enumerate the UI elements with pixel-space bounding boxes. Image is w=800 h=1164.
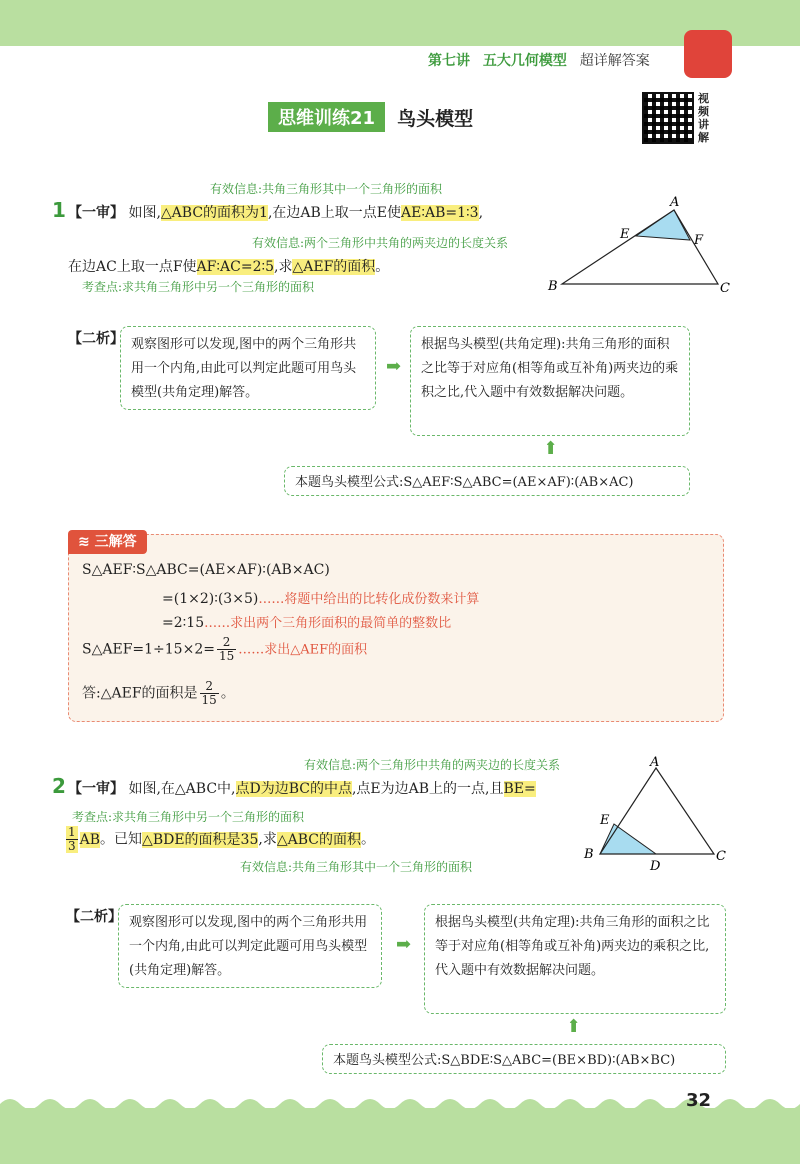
q1-number: 1 bbox=[52, 198, 66, 222]
q2-highlight: △BDE的面积是35 bbox=[142, 831, 259, 848]
q2-note-info2: 有效信息:共角三角形其中一个三角形的面积 bbox=[240, 860, 473, 874]
q2-tag-shen: 【一审】 bbox=[68, 781, 124, 797]
q2-line2 bbox=[64, 826, 375, 853]
answer-text: 。 bbox=[220, 685, 235, 702]
q1-highlight: △ABC的面积为1 bbox=[160, 205, 268, 221]
q2-shaded-triangle bbox=[600, 824, 656, 854]
answer-line4 bbox=[82, 636, 367, 663]
q1-tag-xi: 【二析】 bbox=[68, 331, 124, 347]
q2-formula: 本题鸟头模型公式:S△BDE∶S△ABC=(BE×BD)∶(AB×BC) bbox=[322, 1044, 726, 1074]
q2-label-d: D bbox=[650, 859, 661, 874]
q1-analysis-right: 根据鸟头模型(共角定理):共角三角形的面积之比等于对应角(相等角或互补角)两夹边的乘积之比,代入题中有效数据解决问题。 bbox=[410, 326, 690, 436]
q2-label-a: A bbox=[650, 755, 660, 770]
q1-label-b: B bbox=[548, 279, 558, 294]
q1-highlight: △AEF的面积 bbox=[292, 259, 376, 275]
q1-tag-shen: 【一审】 bbox=[68, 205, 124, 221]
q1-highlight: AE∶AB=1∶3 bbox=[401, 205, 479, 221]
q1-text: 在边AC上取一点F使 bbox=[68, 259, 197, 275]
q2-text: ,点E为边AB上的一点,且 bbox=[351, 781, 504, 797]
answer-head: ≋ 三解答 bbox=[68, 530, 147, 554]
q2-highlight: 点D为边BC的中点 bbox=[235, 781, 352, 797]
page-number: 32 bbox=[686, 1090, 712, 1111]
q2-text: 。 bbox=[360, 831, 375, 848]
answer-line1: S△AEF∶S△ABC=(AE×AF)∶(AB×AC) bbox=[82, 562, 330, 578]
q1-figure bbox=[540, 196, 740, 300]
answer-fraction: $\frac{2}{15}$ bbox=[201, 679, 217, 707]
header-title bbox=[428, 50, 650, 70]
answer-line5 bbox=[82, 680, 235, 707]
q1-highlight: AF∶AC=2∶5 bbox=[196, 259, 275, 275]
q2-label-e: E bbox=[600, 813, 610, 828]
q2-figure bbox=[580, 754, 740, 874]
q1-line2 bbox=[68, 256, 389, 276]
q1-text: 。 bbox=[375, 259, 390, 275]
q2-analysis-right: 根据鸟头模型(共角定理):共角三角形的面积之比等于对应角(相等角或互补角)两夹边的乘积之比,代入题中有效数据解决问题。 bbox=[424, 904, 726, 1014]
answer-text: 答:△AEF的面积是 bbox=[82, 685, 198, 702]
q1-note-info2: 有效信息:两个三角形中共角的两夹边的长度关系 bbox=[252, 236, 509, 250]
topic-label: 五大几何模型 bbox=[482, 53, 567, 69]
q1-text: ,在边AB上取一点E使 bbox=[267, 205, 402, 221]
q2-highlight: △ABC的面积 bbox=[276, 831, 361, 848]
answer-text: S△AEF=1÷15×2= bbox=[82, 641, 215, 658]
q2-note-exam: 考查点:求共角三角形中另一个三角形的面积 bbox=[72, 810, 305, 824]
lesson-tag: 思维训练21 bbox=[268, 102, 385, 132]
q2-text: 。已知 bbox=[100, 831, 143, 848]
bottom-band bbox=[0, 1108, 800, 1164]
q1-arrow-right-icon: ➡ bbox=[386, 356, 402, 377]
answer-line3 bbox=[162, 612, 451, 631]
q2-highlight: AB bbox=[79, 831, 101, 848]
qr-label: 视频讲解 bbox=[698, 92, 709, 144]
q1-label-a: A bbox=[670, 196, 680, 210]
q1-text: 如图, bbox=[128, 205, 161, 221]
section-label: 超详解答案 bbox=[579, 53, 650, 69]
answer-line2 bbox=[162, 588, 479, 607]
qr-code-icon[interactable] bbox=[642, 92, 694, 144]
q2-label-b: B bbox=[584, 847, 594, 862]
q1-arrow-up-icon: ⬆ bbox=[543, 438, 559, 459]
q1-label-f: F bbox=[694, 233, 704, 248]
q2-label-c: C bbox=[716, 849, 726, 864]
q2-arrow-right-icon: ➡ bbox=[396, 934, 412, 955]
q2-highlight: BE= bbox=[503, 781, 536, 797]
logo-icon bbox=[684, 30, 732, 78]
q1-label-e: E bbox=[620, 227, 630, 242]
q2-analysis-left: 观察图形可以发现,图中的两个三角形共用一个内角,由此可以判定此题可用鸟头模型(共角定理)解答。 bbox=[118, 904, 382, 988]
q1-shaded-triangle bbox=[636, 210, 690, 240]
q2-arrow-up-icon: ⬆ bbox=[566, 1016, 582, 1037]
q2-number: 2 bbox=[52, 774, 66, 798]
answer-text: =(1×2)∶(3×5) bbox=[162, 591, 259, 607]
q2-line1 bbox=[68, 778, 536, 798]
lesson-name: 鸟头模型 bbox=[397, 107, 474, 130]
q2-fraction: $\frac{1}{3}$ bbox=[68, 825, 76, 853]
q2-note-info1: 有效信息:两个三角形中共角的两夹边的长度关系 bbox=[304, 758, 561, 772]
top-wave bbox=[0, 30, 800, 60]
q2-text: ,求 bbox=[258, 831, 277, 848]
q1-note-exam: 考查点:求共角三角形中另一个三角形的面积 bbox=[82, 280, 315, 294]
answer-note: ……求出两个三角形面积的最简单的整数比 bbox=[204, 616, 452, 631]
answer-note: ……求出△AEF的面积 bbox=[238, 642, 368, 658]
q1-label-c: C bbox=[720, 281, 730, 296]
answer-fraction: $\frac{2}{15}$ bbox=[218, 635, 235, 663]
q2-text: 如图,在△ABC中, bbox=[128, 781, 236, 797]
answer-note: ……将题中给出的比转化成份数来计算 bbox=[258, 592, 480, 607]
answer-text: =2∶15 bbox=[162, 615, 205, 631]
q1-line1 bbox=[68, 202, 483, 222]
q1-note-info1: 有效信息:共角三角形其中一个三角形的面积 bbox=[210, 182, 443, 196]
q1-text: ,求 bbox=[274, 259, 293, 275]
lesson-banner bbox=[268, 102, 473, 132]
q1-text: , bbox=[478, 205, 484, 221]
q2-tag-xi: 【二析】 bbox=[66, 909, 122, 925]
q1-formula: 本题鸟头模型公式:S△AEF∶S△ABC=(AE×AF)∶(AB×AC) bbox=[284, 466, 690, 496]
chapter-label: 第七讲 bbox=[428, 53, 470, 69]
q1-analysis-left: 观察图形可以发现,图中的两个三角形共用一个内角,由此可以判定此题可用鸟头模型(共角定理)解答。 bbox=[120, 326, 376, 410]
